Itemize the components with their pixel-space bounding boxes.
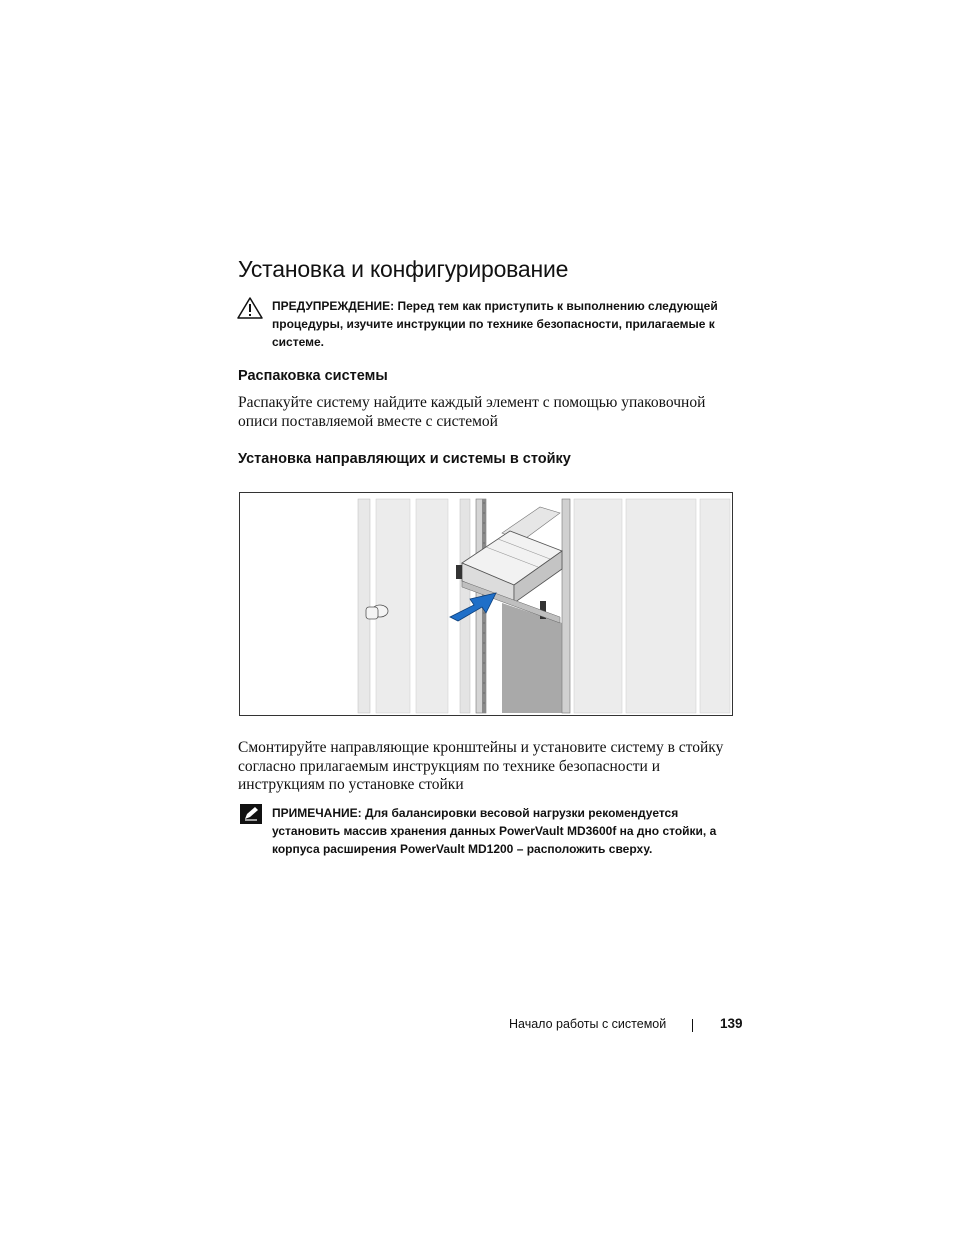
rack-paragraph: Смонтируйте направляющие кронштейны и установите систему в стойку согласно прилагаемым инструкциям по технике безопасности и инструкциям по установке стойки <box>238 739 724 793</box>
insert-arrow-icon <box>450 593 496 621</box>
warning-label: ПРЕДУПРЕЖДЕНИЕ: <box>272 299 395 313</box>
unpack-paragraph: Распакуйте систему найдите каждый элемент с помощью упаковочной описи поставляемой вместе с системой <box>238 394 706 430</box>
page-title: Установка и конфигурирование <box>238 256 569 282</box>
rack-installation-figure <box>239 492 733 716</box>
note-text: Для балансировки весовой нагрузки рекомендуется установить массив хранения данных PowerVault MD3600f на дно стойки, а корпуса расширения PowerVault MD1200 – расположить сверху. <box>272 806 717 856</box>
note-pencil-icon <box>240 804 262 824</box>
note-label: ПРИМЕЧАНИЕ: <box>272 806 362 820</box>
warning-triangle-icon <box>236 296 264 320</box>
warning-text: Перед тем как приступить к выполнению следующей процедуры, изучите инструкции по технике безопасности, прилагаемые к системе. <box>272 299 718 349</box>
note-block <box>272 804 742 858</box>
footer-separator <box>692 1019 693 1032</box>
unpack-heading: Распаковка системы <box>238 368 388 384</box>
rack-installation-illustration <box>240 493 733 716</box>
footer-title: Начало работы с системой <box>509 1017 667 1031</box>
warning-block <box>272 297 742 351</box>
rack-heading: Установка направляющих и системы в стойку <box>238 451 571 467</box>
page-number: 139 <box>720 1016 743 1031</box>
